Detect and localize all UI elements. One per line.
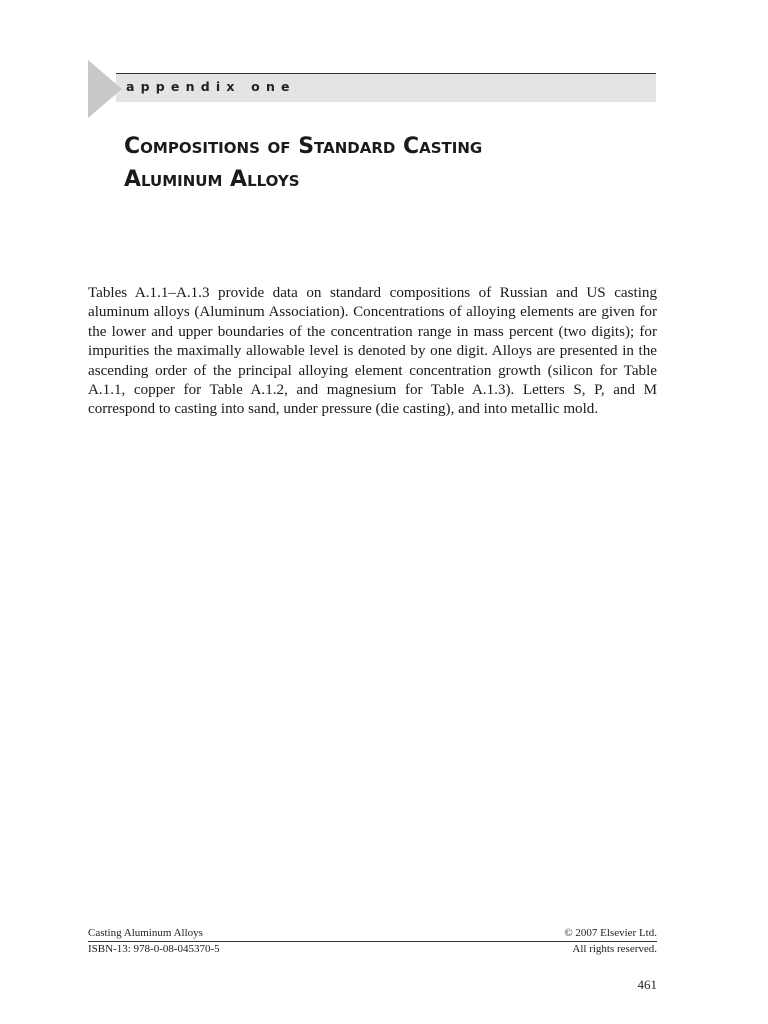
- appendix-banner: [88, 60, 656, 118]
- chapter-title-line-2: Aluminum Alloys: [124, 167, 300, 192]
- chapter-title-line-1: Compositions of Standard Casting: [124, 134, 483, 159]
- page-footer: [88, 926, 657, 956]
- footer-row-bottom: [88, 942, 657, 956]
- intro-paragraph: Tables A.1.1–A.1.3 provide data on standard compositions of Russian and US casting aluminum alloys (Aluminum Association). Concentrations of alloying elements are given for the lower and upper boundaries of the concentration range in mass percent (two digits); for impurities the maximally allowable level is denoted by one digit. Alloys are presented in the ascending order of the principal alloying element concentration growth (silicon for Table A.1.1, copper for Table A.1.2, and magnesium for Table A.1.3). Letters S, P, and M correspond to casting into sand, under pressure (die casting), and into metallic mold.: [88, 285, 657, 418]
- isbn: ISBN-13: 978-0-08-045370-5: [88, 943, 220, 955]
- page-number: 461: [637, 977, 657, 992]
- rights-statement: All rights reserved.: [572, 943, 657, 955]
- copyright: © 2007 Elsevier Ltd.: [564, 927, 657, 939]
- chevron-right-icon: [88, 60, 122, 118]
- book-title: Casting Aluminum Alloys: [88, 927, 203, 939]
- chapter-title: [124, 130, 644, 196]
- footer-row-top: [88, 926, 657, 940]
- appendix-label: appendix one: [126, 79, 296, 94]
